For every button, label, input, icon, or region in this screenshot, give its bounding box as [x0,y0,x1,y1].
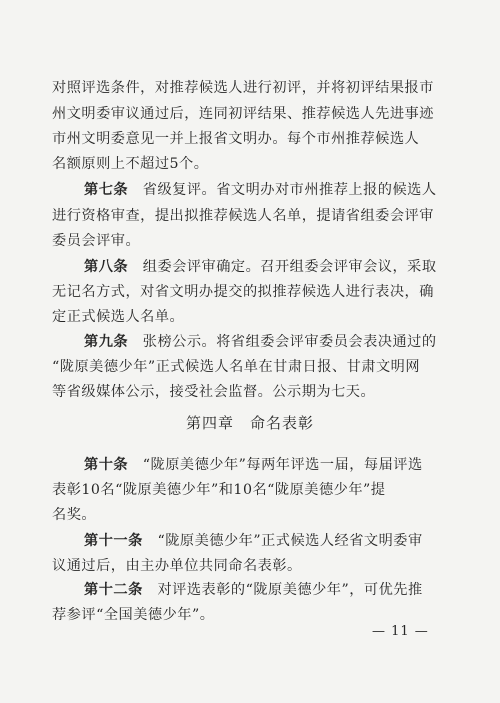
body-line: 定正式候选人名单。 [52,309,185,325]
body-line: 名奖。 [52,507,97,523]
article-8-title: 第八条 [84,259,129,275]
body-line: 荐参评“全国美德少年”。 [52,607,215,623]
article-9-title: 第九条 [84,334,129,350]
article-12-line [84,580,484,600]
article-7-title: 第七条 [84,182,129,198]
article-9-text: 张榜公示。将省组委会评审委员会表决通过的 [128,334,437,350]
body-line: 无记名方式，对省文明办提交的拟推荐候选人进行表决，确 [52,284,434,300]
body-line: 等省级媒体公示，接受社会监督。公示期为七天。 [52,384,376,400]
body-line: 州文明委审议通过后，连同初评结果、推荐候选人先进事迹 [52,106,434,122]
body-line: 表彰10名“陇原美德少年”和10名“陇原美德少年”提 [52,482,386,498]
article-11-title: 第十一条 [84,533,143,549]
body-line: 议通过后，由主办单位共同命名表彰。 [52,558,302,574]
body-line: 进行资格审查，提出拟推荐候选人名单，提请省组委会评审 [52,208,434,224]
article-8-text: 组委会评审确定。召开组委会评审会议，采取 [128,259,437,275]
article-11-line [84,531,484,551]
article-8-line [84,257,484,277]
chapter-heading: 第四章 命名表彰 [185,414,314,432]
body-line: “陇原美德少年”正式候选人名单在甘肃日报、甘肃文明网 [52,359,421,375]
page-number: — 11 — [372,624,429,639]
body-line: 名额原则上不超过5个。 [52,156,209,172]
article-10-line [84,455,484,475]
body-line: 对照评选条件，对推荐候选人进行初评，并将初评结果报市 [52,80,434,96]
article-12-text: 对评选表彰的“陇原美德少年”，可优先推 [142,582,423,598]
body-line: 市州文明委意见一并上报省文明办。每个市州推荐候选人 [52,131,420,147]
article-12-title: 第十二条 [84,582,143,598]
article-10-text: “陇原美德少年”每两年评选一届，每届评选 [128,457,423,473]
body-line: 委员会评审。 [52,233,141,249]
article-11-text: “陇原美德少年”正式候选人经省文明委审 [142,533,423,549]
article-10-title: 第十条 [84,457,129,473]
article-9-line [84,332,484,352]
article-7-line [84,180,484,200]
article-7-text: 省级复评。省文明办对市州推荐上报的候选人 [128,182,437,198]
